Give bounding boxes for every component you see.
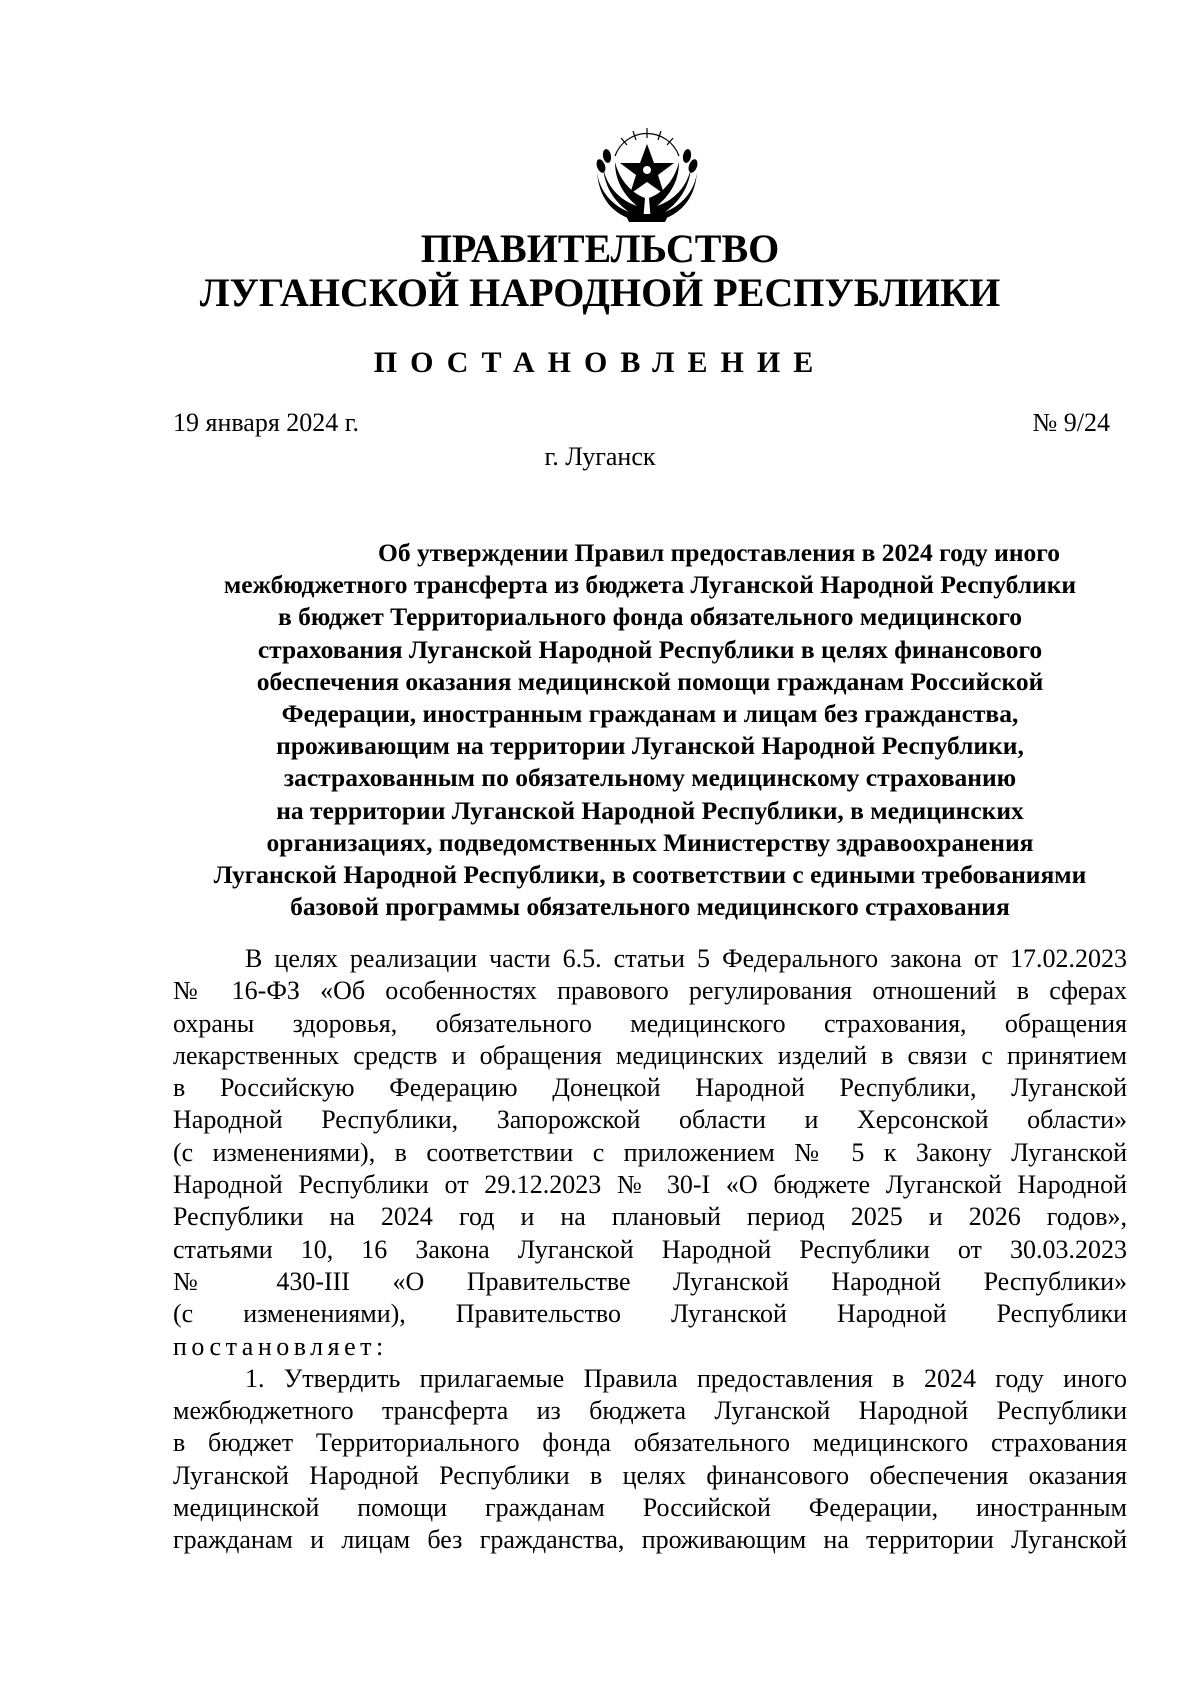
body-line: Республики на 2024 год и на плановый период 2025 и 2026 годов»,	[173, 1202, 1127, 1232]
coat-of-arms-icon	[585, 126, 709, 226]
title-line: страхования Луганской Народной Республики в целях финансового	[257, 634, 1043, 664]
title-line: межбюджетного трансферта из бюджета Луганской Народной Республики	[223, 570, 1077, 600]
body-line: Народной Республики от 29.12.2023 № 30-I «О бюджете Луганской Народной	[173, 1170, 1127, 1200]
body-line: 1. Утвердить прилагаемые Правила предоставления в 2024 году иного	[245, 1363, 1127, 1393]
body-line: № 16-ФЗ «Об особенностях правового регулирования отношений в сферах	[173, 976, 1127, 1006]
body-line: Луганской Народной Республики в целях финансового обеспечения оказания	[173, 1460, 1127, 1490]
body-line: охраны здоровья, обязательного медицинского страхования, обращения	[173, 1008, 1127, 1038]
title-line: базовой программы обязательного медицинского страхования	[290, 892, 1010, 922]
body-line: в Российскую Федерацию Донецкой Народной Республики, Луганской	[173, 1073, 1127, 1103]
body-line: гражданам и лицам без гражданства, проживающим на территории Луганской	[173, 1525, 1127, 1555]
body-line: межбюджетного трансферта из бюджета Луганской Народной Республики	[173, 1396, 1127, 1426]
body-line: (с изменениями), в соответствии с приложением № 5 к Закону Луганской	[173, 1137, 1127, 1167]
body-line: В целях реализации части 6.5. статьи 5 Федерального закона от 17.02.2023	[245, 944, 1127, 973]
body-line: статьями 10, 16 Закона Луганской Народной Республики от 30.03.2023	[173, 1234, 1127, 1264]
body-line: лекарственных средств и обращения медицинских изделий в связи с принятием	[173, 1040, 1127, 1070]
document-type: ПОСТАНОВЛЕНИЕ	[373, 346, 827, 379]
title-line: обеспечения оказания медицинской помощи гражданам Российской	[256, 666, 1044, 696]
document-number: № 9/24	[1032, 408, 1110, 437]
title-line: Об утверждении Правил предоставления в 2024 году иного	[378, 538, 1060, 567]
title-line: Луганской Народной Республики, в соответствии с едиными требованиями	[213, 860, 1087, 890]
body-line: № 430-III «О Правительстве Луганской Народной Республики»	[173, 1266, 1127, 1296]
title-line: на территории Луганской Народной Республики, в медицинских	[276, 795, 1024, 825]
body-line: постановляет:	[173, 1331, 388, 1361]
body-line: Народной Республики, Запорожской области и Херсонской области»	[173, 1105, 1127, 1135]
organization-name-line2: ЛУГАНСКОЙ НАРОДНОЙ РЕСПУБЛИКИ	[199, 270, 1001, 315]
document-body	[173, 943, 1127, 1557]
organization-name-line1: ПРАВИТЕЛЬСТВО	[420, 226, 780, 271]
body-line: (с изменениями), Правительство Луганской Народной Республики	[173, 1299, 1127, 1329]
title-line: организациях, подведомственных Министерству здравоохранения	[266, 827, 1034, 857]
document-title	[170, 537, 1130, 923]
title-line: проживающим на территории Луганской Народной Республики,	[276, 731, 1024, 761]
body-line: медицинской помощи гражданам Российской Федерации, иностранным	[173, 1493, 1127, 1523]
title-line: в бюджет Территориального фонда обязательного медицинского	[277, 602, 1023, 632]
document-city: г. Луганск	[544, 442, 656, 471]
title-line: застрахованным по обязательному медицинскому страхованию	[283, 763, 1017, 793]
body-line: в бюджет Территориального фонда обязательного медицинского страхования	[173, 1428, 1127, 1458]
title-line: Федерации, иностранным гражданам и лицам без гражданства,	[281, 699, 1019, 729]
document-date: 19 января 2024 г.	[173, 408, 360, 437]
